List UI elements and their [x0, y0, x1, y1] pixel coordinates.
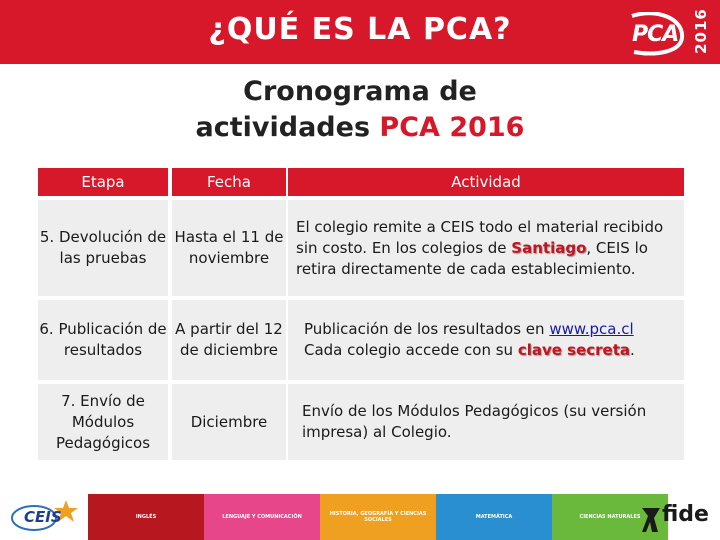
pca-logo-text: PCA — [632, 22, 679, 47]
page-title-accent: PCA 2016 — [379, 112, 525, 143]
actividad-text — [304, 319, 635, 361]
fecha-text: Diciembre — [190, 412, 268, 431]
pca-website-link[interactable]: www.pca.cl — [549, 320, 634, 338]
tile-ciencias: CIENCIAS NATURALES — [552, 494, 668, 540]
tile-matematica: MATEMÁTICA — [436, 494, 552, 540]
header-actividad: Actividad — [288, 168, 684, 196]
page-title — [100, 74, 620, 146]
tile-lenguaje: LENGUAJE Y COMUNICACIÓN — [204, 494, 320, 540]
ceis-logo — [10, 494, 80, 536]
tile-ingles: INGLÉS — [88, 494, 204, 540]
pca-logo-year: 2016 — [691, 8, 710, 54]
pca-logo — [626, 6, 716, 60]
banner-title: ¿QUÉ ES LA PCA? — [208, 12, 512, 47]
title-banner — [0, 0, 720, 64]
actividad-text-part: El colegio remite a CEIS todo el material recibido sin costo. En los colegios de — [296, 217, 664, 257]
table-row-fecha — [172, 300, 286, 380]
table-row-actividad — [288, 384, 684, 460]
table-row-fecha — [172, 200, 286, 296]
page-title-line1: Cronograma de — [243, 76, 477, 107]
actividad-text: Envío de los Módulos Pedagógicos (su versión impresa) al Colegio. — [302, 402, 647, 441]
etapa-text: 5. Devolución de las pruebas — [39, 228, 167, 267]
fide-figure-icon — [640, 494, 662, 534]
fide-logo-text: fide — [662, 502, 709, 527]
table-row-actividad — [288, 200, 684, 296]
etapa-text: 7. Envío de Módulos Pedagógicos — [55, 391, 151, 452]
fecha-text: Hasta el 11 de noviembre — [174, 228, 284, 267]
fide-logo — [640, 492, 716, 536]
highlight-santiago: Santiago — [511, 238, 587, 257]
page-title-prefix: actividades — [195, 112, 371, 143]
actividad-text — [296, 217, 678, 280]
actividad-text-part: . — [630, 341, 635, 359]
table-row-etapa — [38, 200, 168, 296]
header-fecha: Fecha — [172, 168, 286, 196]
page-title-line2 — [100, 110, 620, 146]
table-row-actividad — [288, 300, 684, 380]
footer-logos — [0, 486, 720, 540]
etapa-text: 6. Publicación de resultados — [39, 320, 167, 359]
actividad-text-part: , CEIS lo retira directamente de cada establecimiento. — [296, 238, 648, 278]
fecha-text: A partir del 12 de diciembre — [175, 320, 283, 359]
table-row-etapa — [38, 384, 168, 460]
highlight-clave-secreta: clave secreta — [517, 341, 631, 359]
table-row-etapa — [38, 300, 168, 380]
table-row-fecha — [172, 384, 286, 460]
ceis-logo-text: CEIS — [24, 508, 62, 526]
actividad-text-part: Cada colegio accede con su — [304, 341, 518, 359]
tile-historia: HISTORIA, GEOGRAFÍA Y CIENCIAS SOCIALES — [320, 494, 436, 540]
actividad-text-part: Publicación de los resultados en — [304, 320, 550, 338]
header-etapa: Etapa — [38, 168, 168, 196]
